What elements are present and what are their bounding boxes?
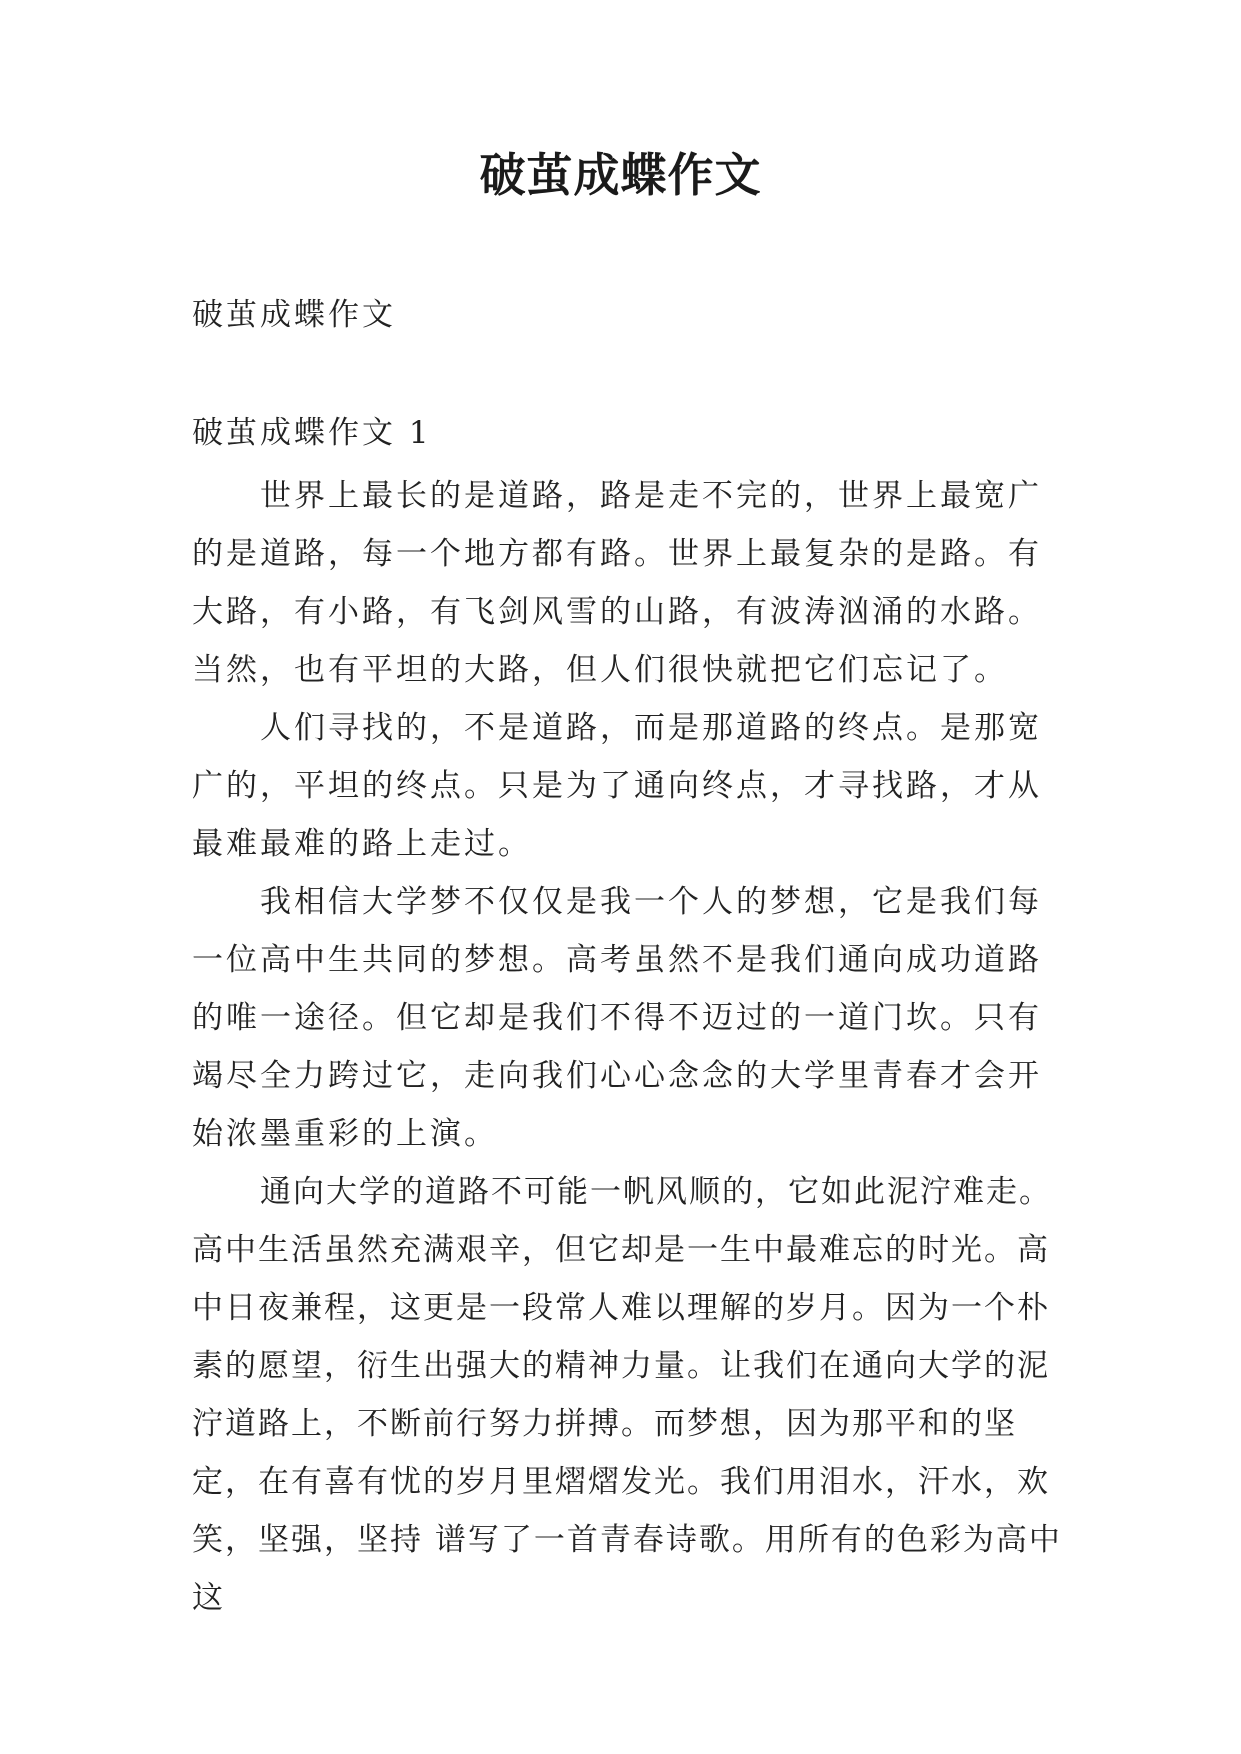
- paragraph-1: 世界上最长的是道路，路是走不完的，世界上最宽广的是道路，每一个地方都有路。世界上最复杂的是路。有大路，有小路，有飞剑风雪的山路，有波涛汹涌的水路。当然，也有平坦的大路，但人们很快就把它们忘记了。: [192, 478, 1042, 688]
- section-heading: 破茧成蝶作文 1: [192, 415, 432, 451]
- paragraph-4: 通向大学的道路不可能一帆风顺的，它如此泥泞难走。高中生活虽然充满艰辛，但它却是一生中最难忘的时光。高中日夜兼程，这更是一段常人难以理解的岁月。因为一个朴素的愿望，衍生出强大的精神力量。让我们在通向大学的泥泞道路上，不断前行努力拼搏。而梦想，因为那平和的坚定，在有喜有忧的岁月里熠熠发光。我们用泪水，汗水，欢笑，坚强，坚持 谱写了一首青春诗歌。用所有的色彩为高中这: [192, 1174, 1062, 1616]
- paragraph-3: 我相信大学梦不仅仅是我一个人的梦想，它是我们每一位高中生共同的梦想。高考虽然不是我们通向成功道路的唯一途径。但它却是我们不得不迈过的一道门坎。只有竭尽全力跨过它，走向我们心心念念的大学里青春才会开始浓墨重彩的上演。: [192, 884, 1042, 1152]
- document-subtitle: 破茧成蝶作文: [192, 297, 396, 333]
- paragraph-2: 人们寻找的，不是道路，而是那道路的终点。是那宽广的，平坦的终点。只是为了通向终点，才寻找路，才从最难最难的路上走过。: [192, 710, 1042, 862]
- essay-body: [192, 467, 1062, 1627]
- document-title: 破茧成蝶作文: [479, 148, 762, 202]
